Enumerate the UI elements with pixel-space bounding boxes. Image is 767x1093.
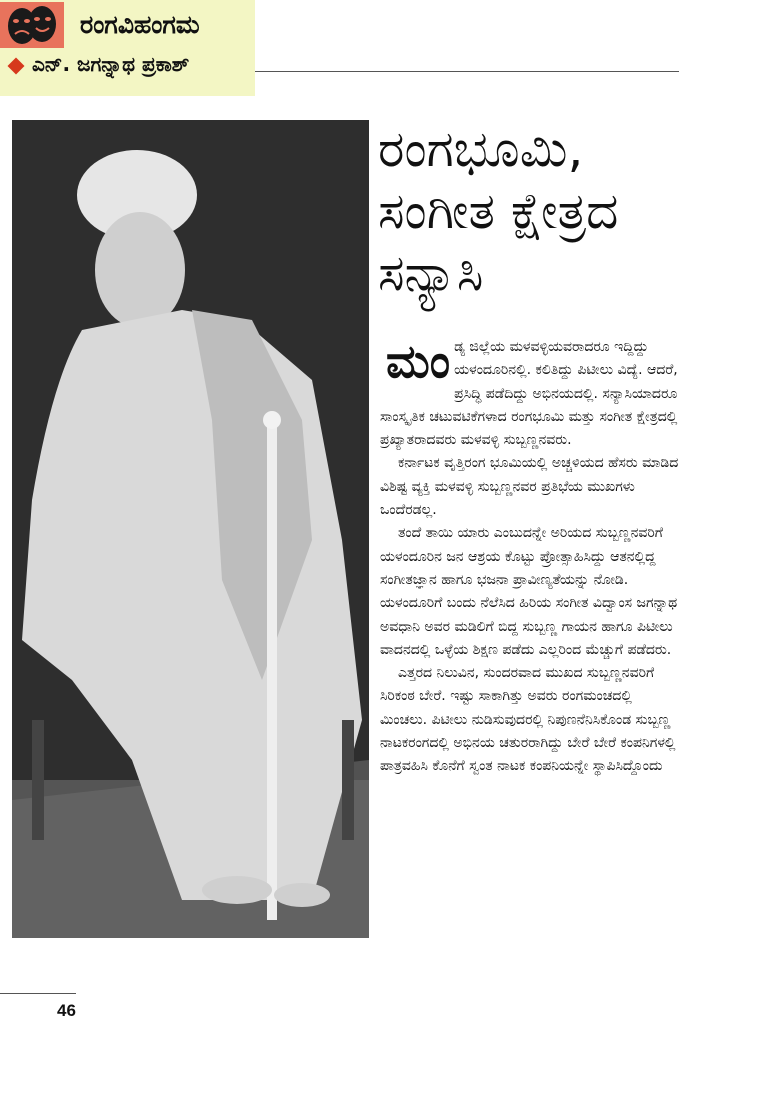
theatre-masks-icon <box>0 2 64 48</box>
article-body <box>380 336 680 779</box>
headline-line-1: ರಂಗಭೂಮಿ, <box>378 120 584 178</box>
paragraph-1 <box>380 336 680 452</box>
header-divider <box>255 71 679 72</box>
author-byline: ಎನ್. ಜಗನ್ನಾಥ ಪ್ರಕಾಶ್ <box>32 52 190 76</box>
section-title: ರಂಗವಿಹಂಗಮ <box>80 10 200 39</box>
paragraph-2: ಕರ್ನಾಟಕ ವೃತ್ತಿರಂಗ ಭೂಮಿಯಲ್ಲಿ ಅಚ್ಚಳಿಯದ ಹೆಸರು ಮಾಡಿದ ವಿಶಿಷ್ಟ ವ್ಯಕ್ತಿ ಮಳವಳ್ಳಿ ಸುಬ್ಬಣ್ಣನವರ ಪ್ರತಿಭೆಯ ಮುಖಗಳು ಒಂದೆರಡಲ್ಲ. <box>380 455 679 519</box>
drop-cap: ಮಂ <box>386 334 451 388</box>
footer-divider <box>0 993 76 994</box>
bullet-icon <box>8 58 25 75</box>
portrait-photo <box>12 120 369 938</box>
article-headline <box>378 118 758 304</box>
section-header <box>0 0 255 96</box>
page-number: 46 <box>57 1001 76 1020</box>
paragraph-1-text: ಡ್ಯ ಜಿಲ್ಲೆಯ ಮಳವಳ್ಳಿಯವರಾದರೂ ಇದ್ದಿದ್ದು ಯಳಂದೂರಿನಲ್ಲಿ. ಕಲಿತಿದ್ದು ಪಿಟೀಲು ವಿದ್ಯೆ. ಆದರೆ, ಪ್ರಸಿದ್ಧಿ ಪಡೆದಿದ್ದು ಅಭಿನಯದಲ್ಲಿ. ಸನ್ಯಾಸಿಯಾದರೂ ಸಾಂಸ್ಕೃತಿಕ ಚಟುವಟಿಕೆಗಳಾದ ರಂಗಭೂಮಿ ಮತ್ತು ಸಂಗೀತ ಕ್ಷೇತ್ರದಲ್ಲಿ ಪ್ರಖ್ಯಾತರಾದವರು ಮಳವಳ್ಳಿ ಸುಬ್ಬಣ್ಣನವರು. <box>380 339 678 449</box>
headline-line-2: ಸಂಗೀತ ಕ್ಷೇತ್ರದ <box>378 182 619 240</box>
headline-line-3: ಸನ್ಯಾಸಿ <box>378 244 484 302</box>
paragraph-4: ಎತ್ತರದ ನಿಲುವಿನ, ಸುಂದರವಾದ ಮುಖದ ಸುಬ್ಬಣ್ಣನವರಿಗೆ ಸಿರಿಕಂಠ ಬೇರೆ. ಇಷ್ಟು ಸಾಕಾಗಿತ್ತು ಅವರು ರಂಗಮಂಚದಲ್ಲಿ ಮಿಂಚಲು. ಪಿಟೀಲು ನುಡಿಸುವುದರಲ್ಲಿ ನಿಪುಣನೆನಿಸಿಕೊಂಡ ಸುಬ್ಬಣ್ಣ ನಾಟಕರಂಗದಲ್ಲಿ ಅಭಿನಯ ಚತುರರಾಗಿದ್ದು ಬೇರೆ ಬೇರೆ ಕಂಪನಿಗಳಲ್ಲಿ ಪಾತ್ರವಹಿಸಿ ಕೊನೆಗೆ ಸ್ವಂತ ನಾಟಕ ಕಂಪನಿಯನ್ನೇ ಸ್ಥಾಪಿಸಿದ್ದೊಂದು <box>380 665 676 775</box>
paragraph-3: ತಂದೆ ತಾಯಿ ಯಾರು ಎಂಬುದನ್ನೇ ಅರಿಯದ ಸುಬ್ಬಣ್ಣನವರಿಗೆ ಯಳಂದೂರಿನ ಜನ ಆಶ್ರಯ ಕೊಟ್ಟು ಪ್ರೋತ್ಸಾಹಿಸಿದ್ದು ಆತನಲ್ಲಿದ್ದ ಸಂಗೀತಜ್ಞಾನ ಹಾಗೂ ಭಜನಾ ಪ್ರಾವೀಣ್ಯತೆಯನ್ನು ನೋಡಿ. ಯಳಂದೂರಿಗೆ ಬಂದು ನೆಲೆಸಿದ ಹಿರಿಯ ಸಂಗೀತ ವಿದ್ವಾಂಸ ಜಗನ್ನಾಥ ಅವಧಾನಿ ಅವರ ಮಡಿಲಿಗೆ ಬಿದ್ದ ಸುಬ್ಬಣ್ಣ ಗಾಯನ ಹಾಗೂ ಪಿಟೀಲು ವಾದನದಲ್ಲಿ ಒಳ್ಳೆಯ ಶಿಕ್ಷಣ ಪಡೆದು ಎಲ್ಲರಿಂದ ಮೆಚ್ಚುಗೆ ಪಡೆದರು. <box>380 525 678 658</box>
